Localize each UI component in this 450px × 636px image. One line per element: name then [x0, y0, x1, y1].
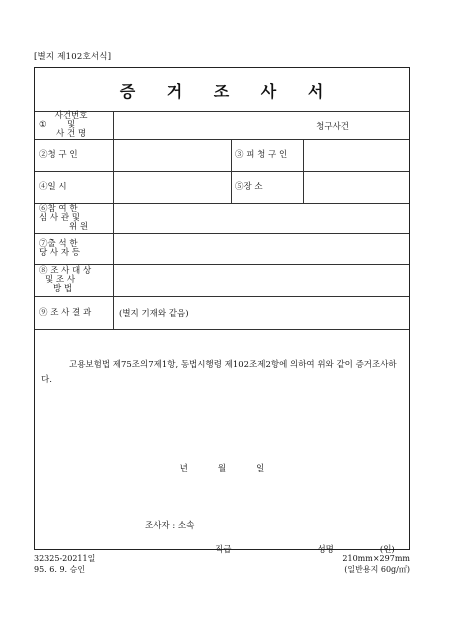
attending-label-line1: ⑥참 여 한	[39, 204, 78, 215]
claimant-value[interactable]	[113, 140, 231, 171]
statement-area	[35, 330, 409, 555]
evidence-examination-form	[34, 67, 410, 555]
case-label-line1: 사건번호	[54, 111, 88, 122]
footer-paper-weight: (일반용지 60g/㎡)	[344, 565, 410, 574]
attending-label-line2: 심 사 관 및	[39, 213, 80, 224]
footer-paper-spec	[342, 553, 410, 575]
datetime-label: ④일 시	[39, 182, 67, 193]
footer-code: 32325-20211일	[34, 554, 96, 563]
footer-paper-size: 210mm×297mm	[342, 554, 410, 563]
present-value[interactable]	[113, 234, 409, 264]
signature-rank: 직급	[215, 545, 232, 555]
legal-statement: 고용보험법 제75조의7제1항, 동법시행령 제102조제2항에 의하여 위와 같이 증거조사하다.	[41, 360, 397, 385]
claimant-row	[35, 140, 409, 172]
date-line	[35, 462, 409, 474]
target-label-line3: 방 법	[53, 283, 73, 294]
title-row	[35, 68, 409, 112]
form-title: 증 거 조 사 서	[119, 81, 337, 101]
respondent-label: ③ 피 청 구 인	[235, 150, 288, 161]
respondent-value[interactable]	[303, 140, 409, 171]
case-number-marker: ①	[39, 120, 47, 131]
result-label: ⑨ 조 사 결 과	[39, 307, 92, 318]
attending-value[interactable]	[113, 204, 409, 233]
attending-label-line3: 위 원	[69, 221, 89, 232]
case-label-line2: 및	[66, 120, 76, 131]
case-row	[35, 112, 409, 140]
result-row	[35, 297, 409, 330]
result-value[interactable]: (별지 기재와 같음)	[119, 309, 189, 319]
present-row	[35, 234, 409, 265]
target-label-line2: 및 조 사	[45, 275, 76, 286]
date-year: 년	[179, 464, 188, 474]
case-value[interactable]: 청구사건	[316, 121, 349, 132]
place-value[interactable]	[303, 172, 409, 203]
target-row	[35, 265, 409, 297]
target-label-line1: ⑧ 조 사 대 상	[39, 266, 92, 277]
date-day: 일	[256, 464, 265, 474]
attending-row	[35, 204, 409, 234]
present-label-line2: 당 사 자 등	[39, 248, 80, 258]
date-month: 월	[217, 464, 227, 474]
footer-approval	[34, 553, 95, 575]
place-label: ⑤장 소	[235, 182, 263, 193]
investigator-affiliation: 조사자 : 소속	[145, 521, 195, 531]
claimant-label: ②청 구 인	[39, 150, 78, 161]
present-label-line1: ⑦출 석 한	[39, 239, 78, 250]
case-label-line3: 사 건 명	[56, 128, 87, 139]
signature-name: 성명	[317, 545, 334, 555]
datetime-row	[35, 172, 409, 204]
form-number-note: [별지 제102호서식]	[34, 52, 112, 62]
case-label	[35, 112, 113, 139]
signature-seal: (인)	[379, 545, 395, 555]
target-value[interactable]	[113, 265, 409, 296]
datetime-value[interactable]	[113, 172, 231, 203]
footer-approval-date: 95. 6. 9. 승인	[34, 565, 86, 574]
